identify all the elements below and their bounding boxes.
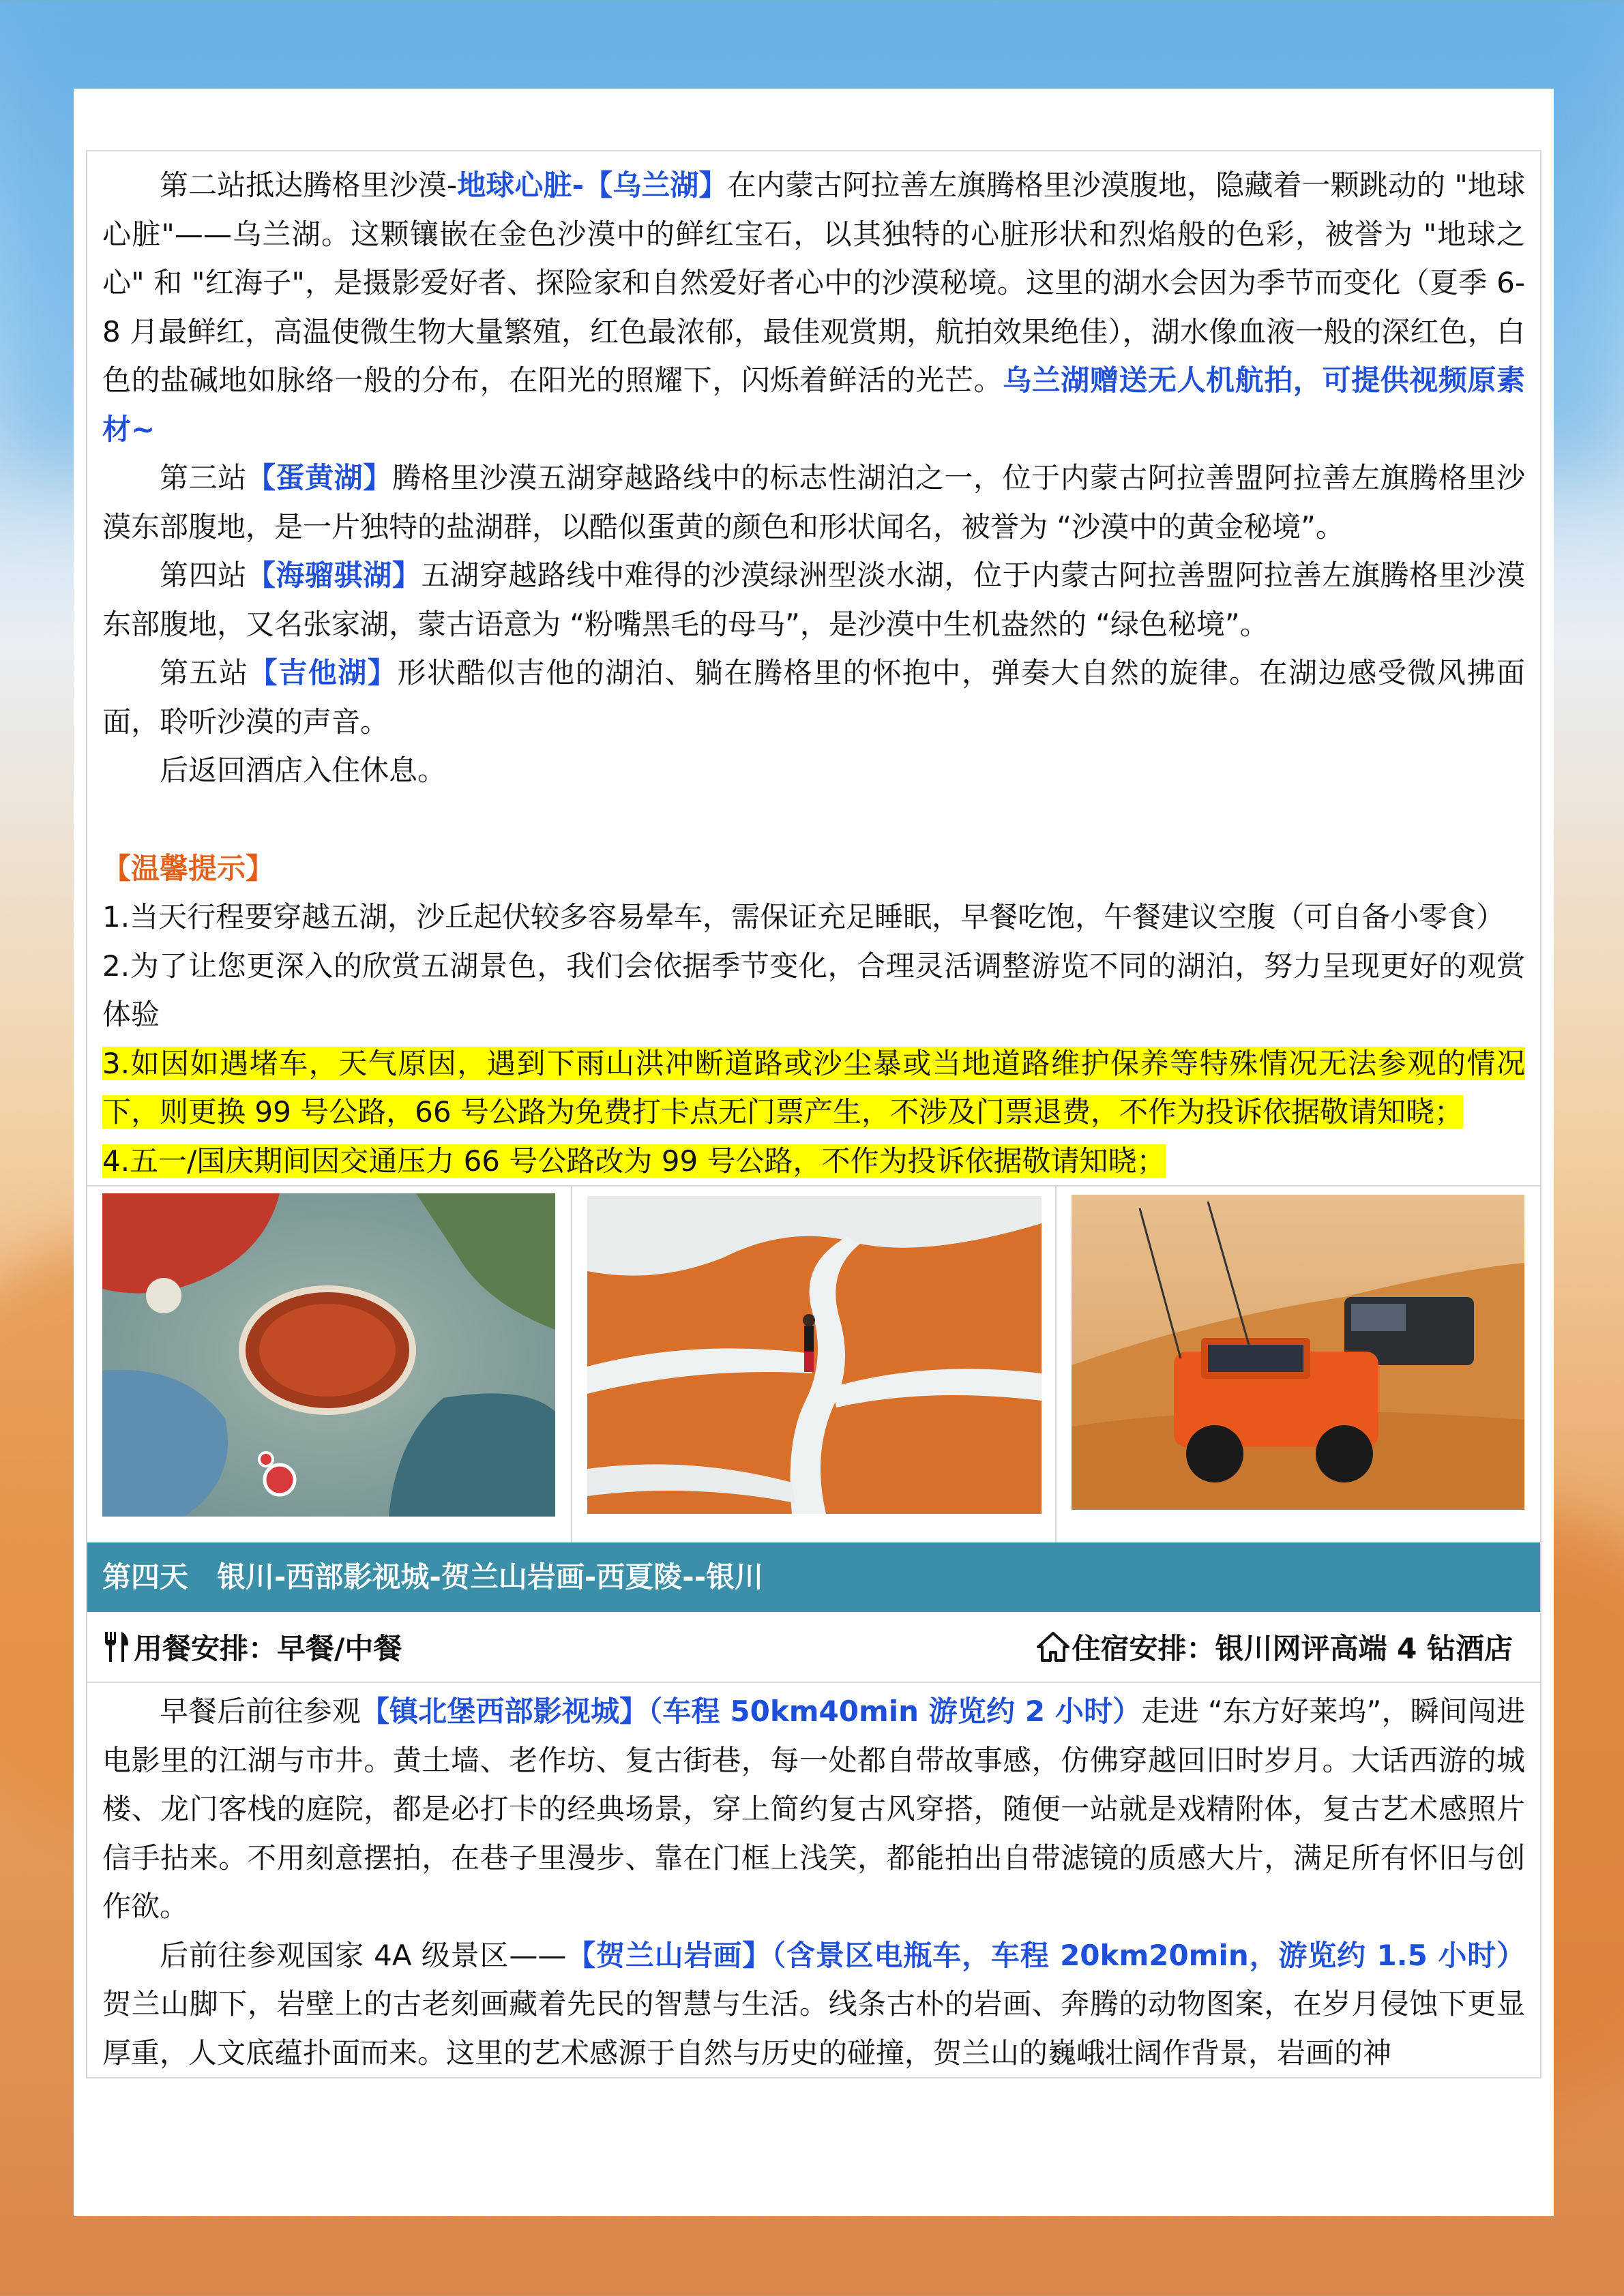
paragraph-egg-yolk-lake (102, 453, 1525, 551)
body-text: 第二站抵达腾格里沙漠- (160, 168, 458, 202)
body-text: 形状酷似吉他的湖泊、躺在腾格里的怀抱中，弹奏大自然的旋律。在湖边感受微风拂面面，聆听沙漠的声音。 (102, 656, 1525, 739)
salt-lake-person-photo (587, 1196, 1042, 1514)
body-text: 后前往参观国家 4A 级景区—— (160, 1938, 567, 1972)
arrangement-row (87, 1612, 1540, 1683)
highlighted-text: 【镇北堡西部影视城】（车程 50km40min 游览约 2 小时） (360, 1695, 1142, 1728)
paragraph-guitar-lake (102, 648, 1525, 746)
body-text: 在内蒙古阿拉善左旗腾格里沙漠腹地，隐藏着一颗跳动的 "地球心脏"——乌兰湖。这颗镶嵌在金色沙漠中的鲜红宝石，以其独特的心脏形状和烈焰般的色彩，被誉为 "地球之心" 和 "红海子"，是摄影爱好者、探险家和自然爱好者心中的沙漠秘境。这里的湖水会因为季节而变化（夏季 6-8 月最鲜红，高温使微生物大量繁殖，红色最浓郁，最佳观赏期，航拍效果绝佳），湖水像血液一般的深红色，白色的盐碱地如脉络一般的分布，在阳光的照耀下，闪烁着鲜活的光芒。 (102, 168, 1526, 397)
day3-description (87, 151, 1540, 1185)
paragraph-return-hotel: 后返回酒店入住休息。 (160, 754, 447, 787)
itinerary-table (86, 150, 1541, 2078)
paragraph-wulan-lake (102, 161, 1525, 453)
body-text: 腾格里沙漠五湖穿越路线中的标志性湖泊之一，位于内蒙古阿拉善盟阿拉善左旗腾格里沙漠东部腹地，是一片独特的盐湖群，以酷似蛋黄的颜色和形状闻名，被誉为 “沙漠中的黄金秘境”。 (102, 461, 1525, 543)
paragraph-helan-rock-paintings (102, 1931, 1525, 2078)
body-text: 贺兰山脚下，岩壁上的古老刻画藏着先民的智慧与生活。线条古朴的岩画、奔腾的动物图案，在岁月侵蚀下更显厚重，人文底蕴扑面而来。这里的艺术感源于自然与历史的碰撞，贺兰山的巍峨壮阔作背景，岩画的神 (102, 1987, 1525, 2070)
body-text: 第四站 (160, 558, 247, 592)
highlighted-text: 【蛋黄湖】 (246, 461, 392, 494)
meal-arrangement (102, 1626, 402, 1667)
paragraph-film-studio (102, 1687, 1525, 1931)
paragraph-hailiuqi-lake (102, 551, 1525, 648)
home-icon (1037, 1632, 1069, 1662)
highlighted-text: 【海骝骐湖】 (246, 558, 422, 592)
photo-cell (87, 1187, 572, 1542)
aerial-red-lake-photo (102, 1193, 555, 1517)
photo-cell (1057, 1187, 1540, 1542)
photo-row (87, 1185, 1540, 1542)
highlighted-text: 【贺兰山岩画】（含景区电瓶车，车程 20km20min，游览约 1.5 小时） (566, 1938, 1526, 1972)
hotel-arrangement-text: 住宿安排：银川网评高端 4 钻酒店 (1072, 1632, 1513, 1665)
photo-cell (572, 1187, 1057, 1542)
highlighted-text: 地球心脏-【乌兰湖】 (457, 168, 728, 202)
desert-suv-photo (1072, 1195, 1524, 1510)
body-text: 早餐后前往参观 (160, 1695, 361, 1728)
body-text: 走进 “东方好莱坞”，瞬间闯进电影里的江湖与市井。黄土墙、老作坊、复古街巷，每一处都自带故事感，仿佛穿越回旧时岁月。大话西游的城楼、龙门客栈的庭院，都是必打卡的经典场景，穿上简约复古风穿搭，随便一站就是戏精附体，复古艺术感照片信手拈来。不用刻意摆拍，在巷子里漫步、靠在门框上浅笑，都能拍出自带滤镜的质感大片，满足所有怀旧与创作欲。 (102, 1695, 1525, 1923)
blank-line (102, 795, 1525, 844)
day4-title-bar: 第四天 银川-西部影视城-贺兰山岩画-西夏陵--银川 (87, 1542, 1540, 1612)
tip-item-highlighted: 3.如因如遇堵车，天气原因，遇到下雨山洪冲断道路或沙尘暴或当地道路维护保养等特殊情况无法参观的情况下，则更换 99 号公路，66 号公路为免费打卡点无门票产生，不涉及门票退费，不作为投诉依据敬请知晓； (102, 1046, 1525, 1129)
body-text: 第五站 (160, 656, 249, 689)
body-text: 第三站 (160, 461, 247, 494)
tip-item: 1.当天行程要穿越五湖，沙丘起伏较多容易晕车，需保证充足睡眠，早餐吃饱，午餐建议空腹（可自备小零食） (102, 900, 1505, 934)
document-page (74, 89, 1554, 2216)
utensils-icon (102, 1630, 131, 1663)
tip-item: 2.为了让您更深入的欣赏五湖景色，我们会依据季节变化，合理灵活调整游览不同的湖泊，努力呈现更好的观赏体验 (102, 949, 1525, 1031)
highlighted-text: 【吉他湖】 (248, 656, 398, 689)
highlighted-text: 乌兰湖赠送无人机航拍，可提供视频原素材~ (102, 363, 1525, 446)
tip-item-highlighted: 4.五一/国庆期间因交通压力 66 号公路改为 99 号公路，不作为投诉依据敬请知晓； (102, 1144, 1166, 1178)
body-text: 五湖穿越路线中难得的沙漠绿洲型淡水湖，位于内蒙古阿拉善盟阿拉善左旗腾格里沙漠东部腹地，又名张家湖，蒙古语意为 “粉嘴黑毛的母马”，是沙漠中生机盎然的 “绿色秘境”。 (102, 558, 1525, 641)
meal-arrangement-text: 用餐安排：早餐/中餐 (134, 1632, 402, 1665)
day4-description (87, 1683, 1540, 2077)
tips-title: 【温馨提示】 (102, 851, 275, 885)
hotel-arrangement (1037, 1626, 1513, 1667)
